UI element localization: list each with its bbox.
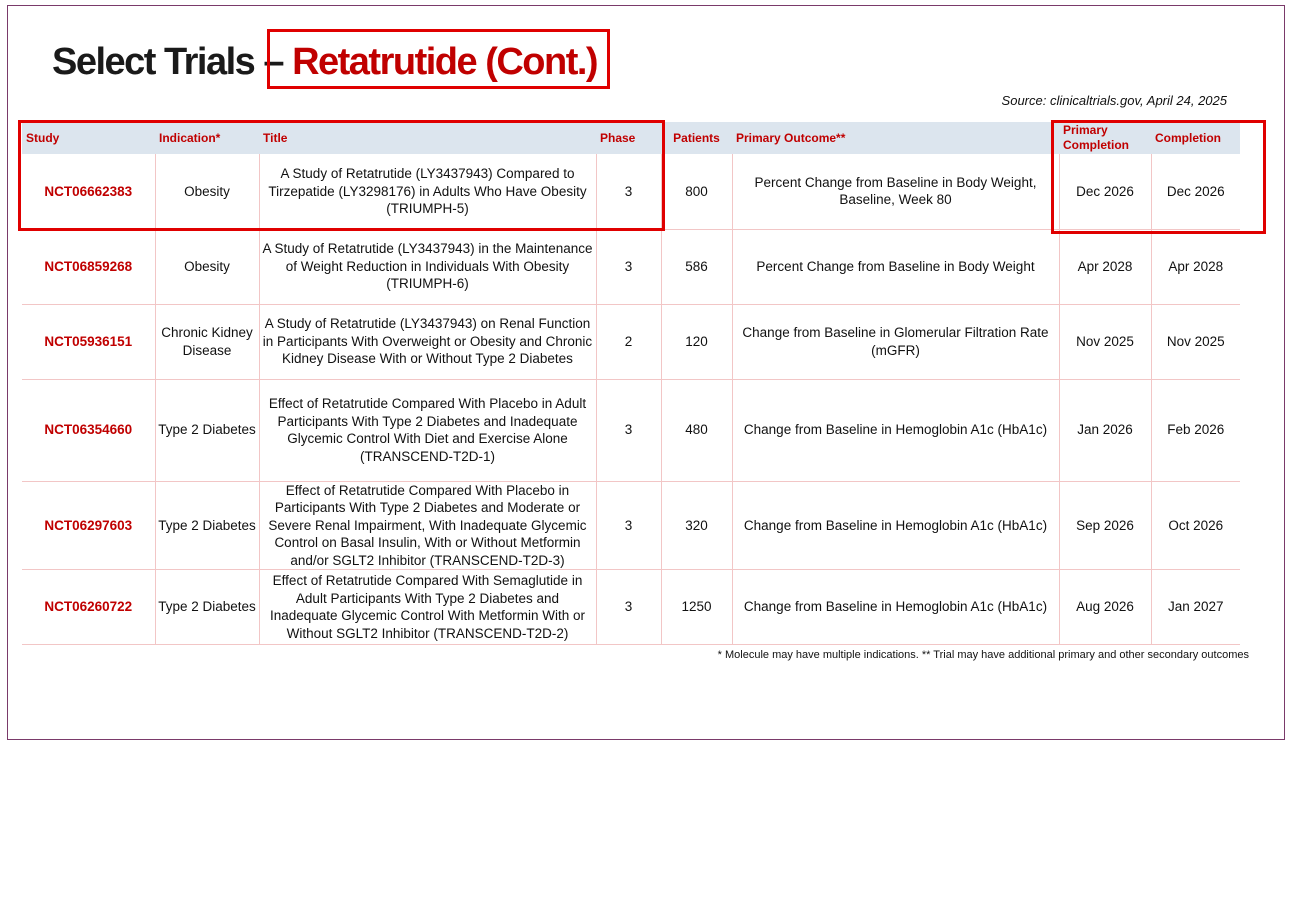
study-id: NCT06260722	[22, 570, 155, 645]
primary-outcome: Percent Change from Baseline in Body Weight	[732, 229, 1059, 304]
completion: Dec 2026	[1151, 154, 1240, 229]
phase: 3	[596, 229, 661, 304]
phase: 3	[596, 379, 661, 481]
primary-completion: Apr 2028	[1059, 229, 1151, 304]
completion: Apr 2028	[1151, 229, 1240, 304]
row-highlight-box	[18, 120, 665, 231]
primary-outcome: Change from Baseline in Hemoglobin A1c (HbA1c)	[732, 481, 1059, 570]
completion: Nov 2025	[1151, 304, 1240, 379]
phase: 2	[596, 304, 661, 379]
header-phase: Phase	[596, 122, 661, 154]
indication: Type 2 Diabetes	[155, 379, 259, 481]
completion: Feb 2026	[1151, 379, 1240, 481]
completion: Oct 2026	[1151, 481, 1240, 570]
header-title: Title	[259, 122, 596, 154]
patients: 586	[661, 229, 732, 304]
trial-title: Effect of Retatrutide Compared With Placebo in Participants With Type 2 Diabetes and Moderate or Severe Renal Impairment, With Inadequate Glycemic Control on Basal Insulin, With or Without Metformin and/or SGLT2 Inhibitor (TRANSCEND-T2D-3)	[259, 481, 596, 570]
study-id: NCT06354660	[22, 379, 155, 481]
table-row	[22, 304, 1240, 379]
trial-title: A Study of Retatrutide (LY3437943) on Renal Function in Participants With Overweight or Obesity and Chronic Kidney Disease With or Without Type 2 Diabetes	[259, 304, 596, 379]
header-completion: Completion	[1151, 122, 1240, 154]
phase: 3	[596, 154, 661, 229]
header-indication: Indication*	[155, 122, 259, 154]
primary-completion: Nov 2025	[1059, 304, 1151, 379]
primary-outcome: Change from Baseline in Hemoglobin A1c (HbA1c)	[732, 379, 1059, 481]
patients: 480	[661, 379, 732, 481]
table-row	[22, 229, 1240, 304]
footnote: * Molecule may have multiple indications. ** Trial may have additional primary and other secondary outcomes	[717, 649, 1249, 661]
header-primary-completion: Primary Completion	[1059, 122, 1151, 154]
table-row	[22, 379, 1240, 481]
indication: Chronic Kidney Disease	[155, 304, 259, 379]
primary-completion: Dec 2026	[1059, 154, 1151, 229]
patients: 120	[661, 304, 732, 379]
indication: Obesity	[155, 154, 259, 229]
indication: Type 2 Diabetes	[155, 481, 259, 570]
primary-completion: Aug 2026	[1059, 570, 1151, 645]
table-row	[22, 481, 1240, 570]
completion-highlight-box	[1051, 120, 1266, 234]
primary-outcome: Change from Baseline in Glomerular Filtration Rate (mGFR)	[732, 304, 1059, 379]
trial-title: Effect of Retatrutide Compared With Placebo in Adult Participants With Type 2 Diabetes and Inadequate Glycemic Control With Diet and Exercise Alone (TRANSCEND-T2D-1)	[259, 379, 596, 481]
patients: 1250	[661, 570, 732, 645]
header-study: Study	[22, 122, 155, 154]
completion: Jan 2027	[1151, 570, 1240, 645]
study-id: NCT06859268	[22, 229, 155, 304]
source-note: Source: clinicaltrials.gov, April 24, 2025	[1001, 93, 1227, 108]
title-highlight: Retatrutide (Cont.)	[292, 41, 598, 83]
primary-completion: Jan 2026	[1059, 379, 1151, 481]
trial-title: A Study of Retatrutide (LY3437943) Compared to Tirzepatide (LY3298176) in Adults Who Have Obesity (TRIUMPH-5)	[259, 154, 596, 229]
header-patients: Patients	[661, 122, 732, 154]
primary-completion: Sep 2026	[1059, 481, 1151, 570]
phase: 3	[596, 570, 661, 645]
patients: 320	[661, 481, 732, 570]
study-id: NCT06662383	[22, 154, 155, 229]
table-row	[22, 570, 1240, 645]
trial-title: Effect of Retatrutide Compared With Semaglutide in Adult Participants With Type 2 Diabetes and Inadequate Glycemic Control With Metformin With or Without SGLT2 Inhibitor (TRANSCEND-T2D-2)	[259, 570, 596, 645]
indication: Type 2 Diabetes	[155, 570, 259, 645]
primary-outcome: Percent Change from Baseline in Body Weight, Baseline, Week 80	[732, 154, 1059, 229]
title-highlight-box	[267, 29, 610, 89]
header-outcome: Primary Outcome**	[732, 122, 1059, 154]
phase: 3	[596, 481, 661, 570]
primary-outcome: Change from Baseline in Hemoglobin A1c (HbA1c)	[732, 570, 1059, 645]
patients: 800	[661, 154, 732, 229]
indication: Obesity	[155, 229, 259, 304]
study-id: NCT06297603	[22, 481, 155, 570]
study-id: NCT05936151	[22, 304, 155, 379]
trial-title: A Study of Retatrutide (LY3437943) in the Maintenance of Weight Reduction in Individuals With Obesity (TRIUMPH-6)	[259, 229, 596, 304]
title-prefix: Select Trials –	[52, 41, 293, 83]
